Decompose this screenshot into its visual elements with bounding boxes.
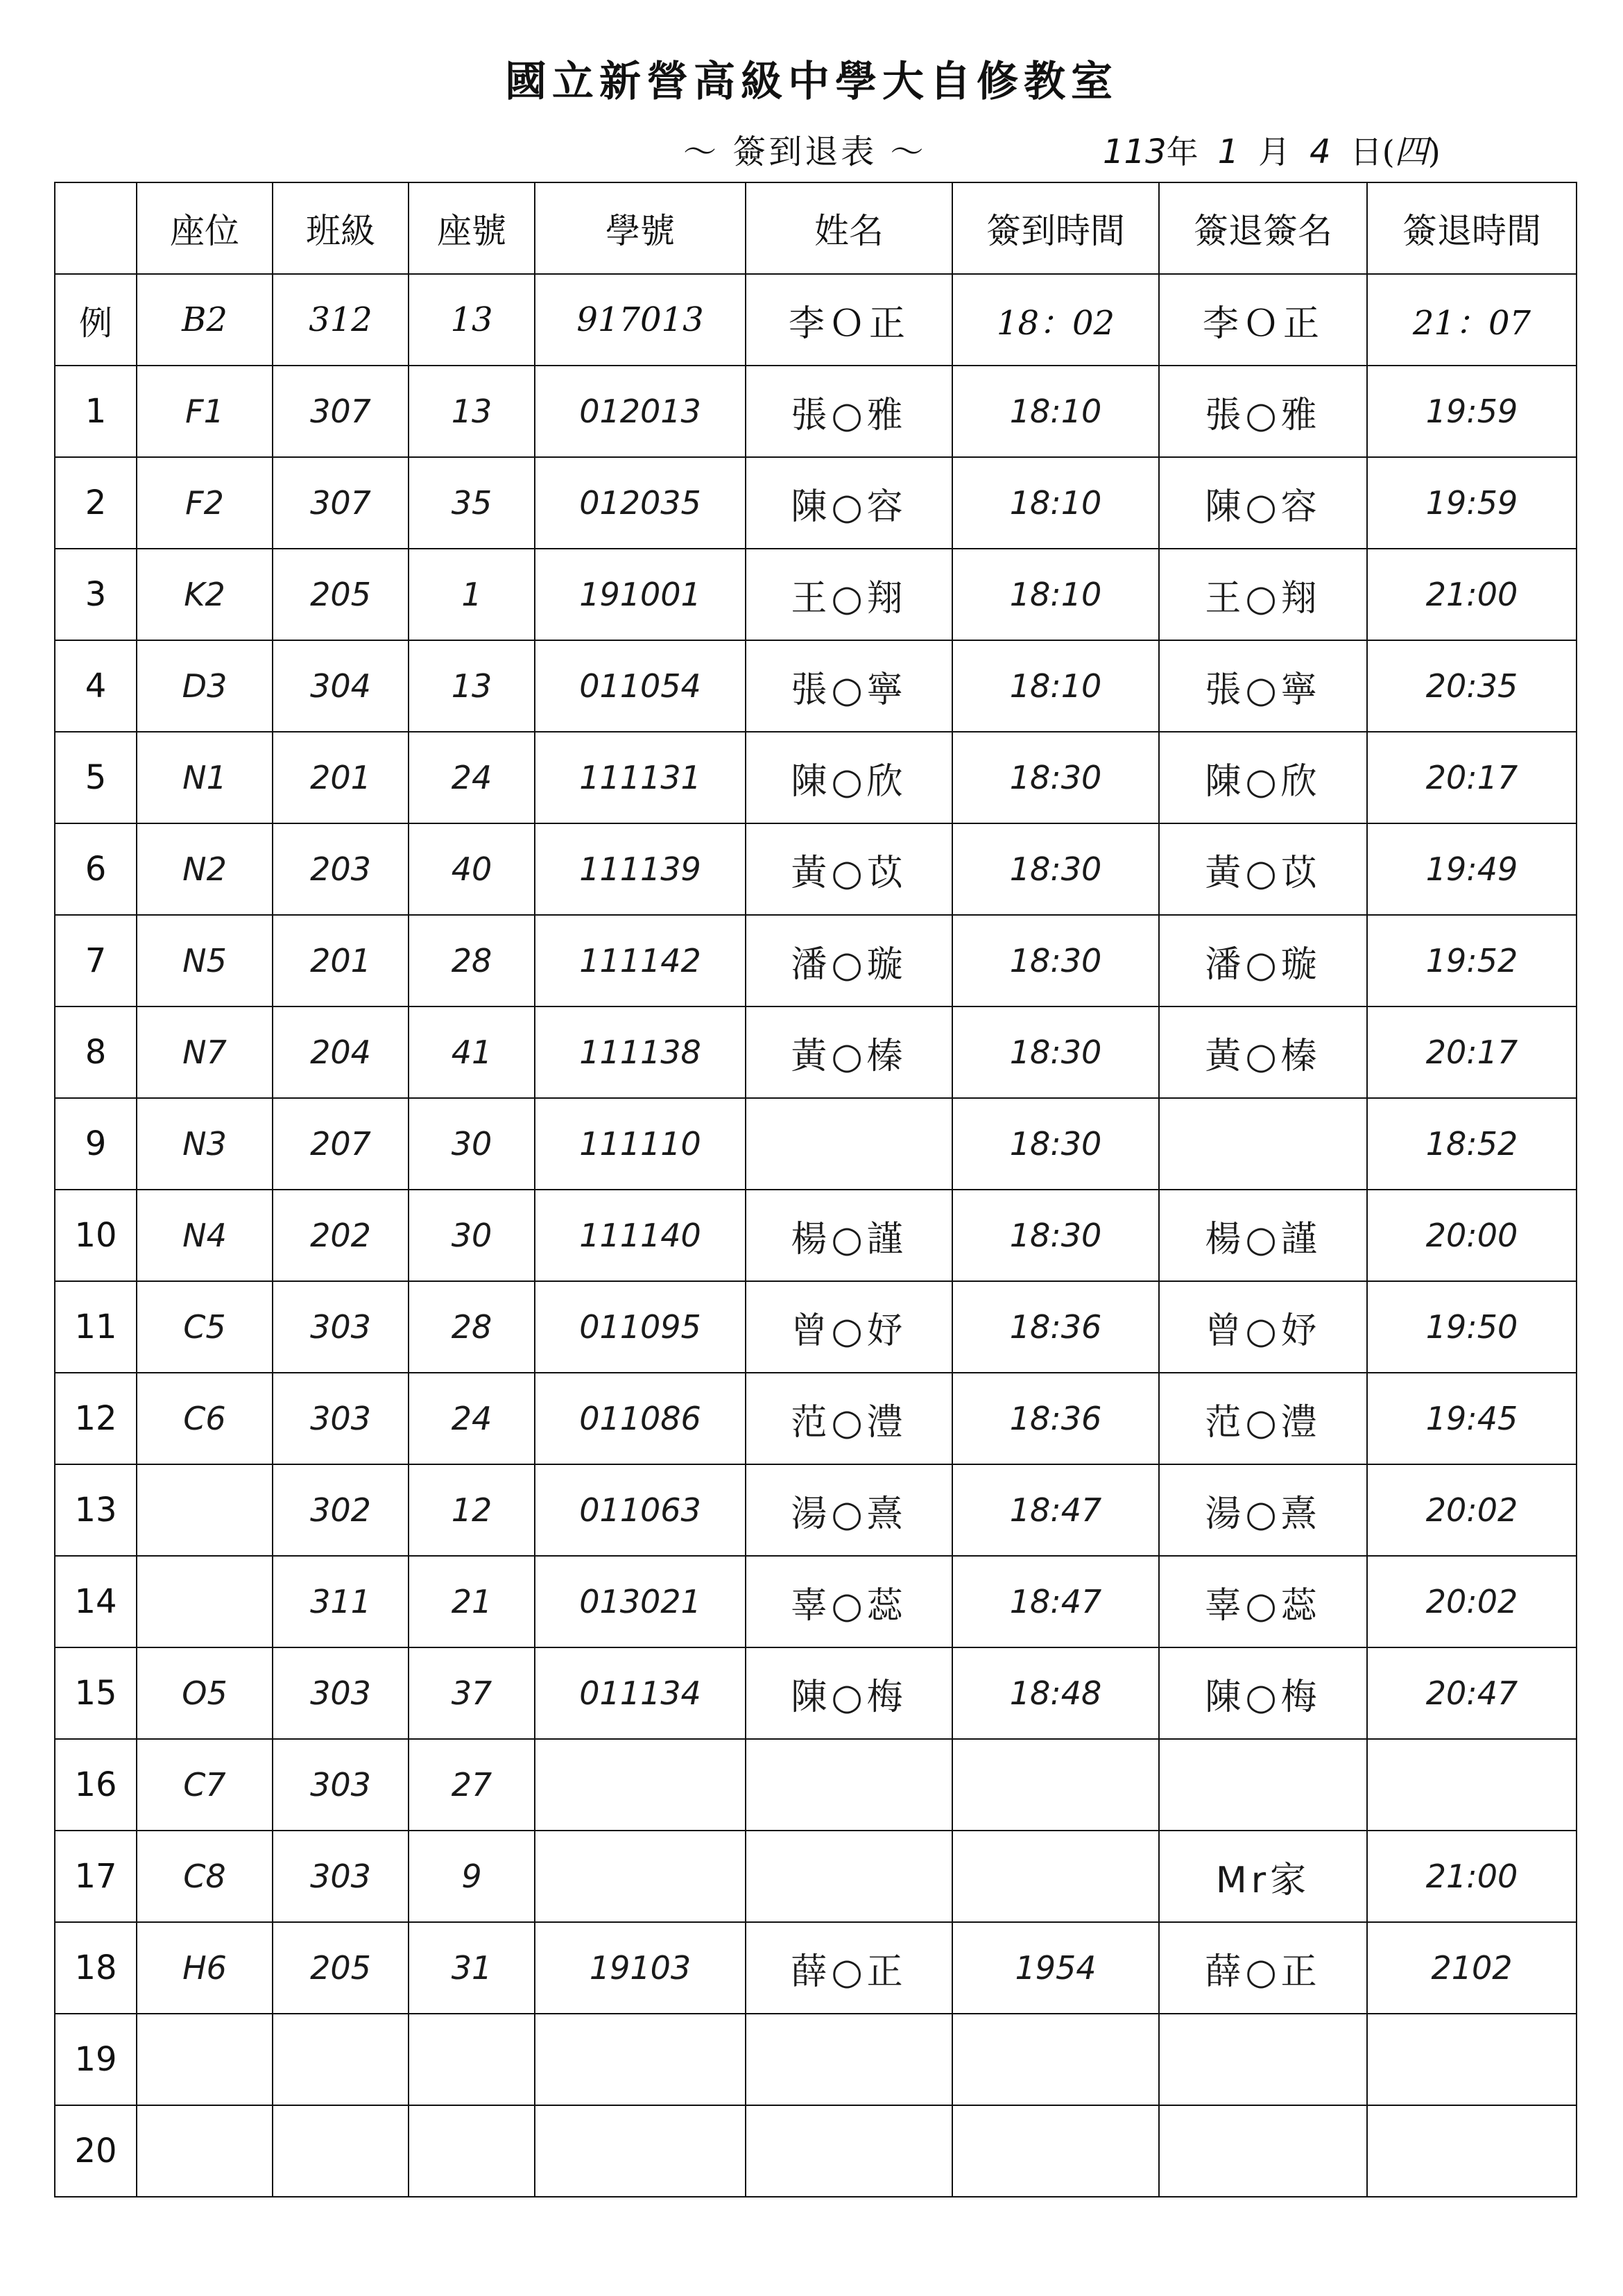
cell-check-out: 19:59 <box>1367 366 1577 457</box>
cell-seat: F1 <box>137 366 273 457</box>
cell-checkout-sign: 曾○妤 <box>1159 1281 1367 1373</box>
row-number: 3 <box>55 549 137 640</box>
table-row <box>55 366 1577 457</box>
cell-check-out <box>1367 2014 1577 2105</box>
cell-check-out: 20:02 <box>1367 1556 1577 1647</box>
cell-name <box>746 1831 952 1922</box>
cell-checkout-sign: 張○寧 <box>1159 640 1367 732</box>
header-name: 姓名 <box>746 182 952 274</box>
cell-check-in: 18:30 <box>952 732 1159 823</box>
cell-checkout-sign: 范○澧 <box>1159 1373 1367 1464</box>
row-number: 12 <box>55 1373 137 1464</box>
cell-name: 陳○梅 <box>746 1647 952 1739</box>
example-label: 例 <box>55 274 137 366</box>
cell-seat-no: 13 <box>409 640 535 732</box>
example-name: 李Ｏ正 <box>746 274 952 366</box>
table-row <box>55 1373 1577 1464</box>
cell-check-out: 18:52 <box>1367 1098 1577 1190</box>
cell-student-id: 013021 <box>535 1556 746 1647</box>
date-weekday: 四 <box>1394 132 1428 171</box>
cell-seat: C8 <box>137 1831 273 1922</box>
date-year-unit: 年 <box>1166 133 1199 171</box>
cell-seat-no: 9 <box>409 1831 535 1922</box>
cell-class <box>273 2014 409 2105</box>
cell-check-in: 18:10 <box>952 366 1159 457</box>
row-number: 2 <box>55 457 137 549</box>
cell-seat-no: 27 <box>409 1739 535 1831</box>
cell-seat <box>137 1556 273 1647</box>
cell-check-in: 18:30 <box>952 915 1159 1006</box>
cell-check-in: 18:30 <box>952 1006 1159 1098</box>
cell-checkout-sign: 薛○正 <box>1159 1922 1367 2014</box>
cell-student-id <box>535 2014 746 2105</box>
cell-student-id: 111142 <box>535 915 746 1006</box>
cell-checkout-sign: 黃○榛 <box>1159 1006 1367 1098</box>
header-check-in: 簽到時間 <box>952 182 1159 274</box>
cell-seat: H6 <box>137 1922 273 2014</box>
cell-class: 205 <box>273 549 409 640</box>
header-student-id: 學號 <box>535 182 746 274</box>
row-number: 14 <box>55 1556 137 1647</box>
date-month: 1 <box>1217 132 1239 171</box>
cell-name: 張○雅 <box>746 366 952 457</box>
cell-seat-no: 1 <box>409 549 535 640</box>
cell-check-out: 19:50 <box>1367 1281 1577 1373</box>
cell-class: 303 <box>273 1831 409 1922</box>
row-number: 20 <box>55 2105 137 2197</box>
cell-check-out: 20:02 <box>1367 1464 1577 1556</box>
table-row <box>55 1831 1577 1922</box>
cell-check-out: 21:00 <box>1367 1831 1577 1922</box>
cell-check-out: 19:49 <box>1367 823 1577 915</box>
cell-name <box>746 2014 952 2105</box>
cell-check-out <box>1367 1739 1577 1831</box>
cell-student-id: 191001 <box>535 549 746 640</box>
cell-seat-no: 28 <box>409 915 535 1006</box>
cell-seat: N4 <box>137 1190 273 1281</box>
cell-check-in: 18:47 <box>952 1464 1159 1556</box>
cell-class: 303 <box>273 1739 409 1831</box>
cell-student-id <box>535 1831 746 1922</box>
cell-class: 203 <box>273 823 409 915</box>
cell-check-in <box>952 2105 1159 2197</box>
header-class: 班級 <box>273 182 409 274</box>
sign-in-table <box>54 182 1577 2198</box>
example-student-id: 917013 <box>535 274 746 366</box>
cell-check-in: 18:30 <box>952 1098 1159 1190</box>
row-number: 7 <box>55 915 137 1006</box>
cell-check-out: 19:59 <box>1367 457 1577 549</box>
header-checkout-sign: 簽退簽名 <box>1159 182 1367 274</box>
cell-name: 楊○謹 <box>746 1190 952 1281</box>
cell-check-out: 20:17 <box>1367 732 1577 823</box>
header-corner <box>55 182 137 274</box>
table-row <box>55 2014 1577 2105</box>
cell-seat-no: 30 <box>409 1190 535 1281</box>
cell-name <box>746 2105 952 2197</box>
cell-seat: D3 <box>137 640 273 732</box>
cell-class: 302 <box>273 1464 409 1556</box>
cell-student-id <box>535 1739 746 1831</box>
cell-student-id: 011063 <box>535 1464 746 1556</box>
cell-name <box>746 1739 952 1831</box>
example-check-in: 18：02 <box>952 274 1159 366</box>
cell-check-in: 18:47 <box>952 1556 1159 1647</box>
cell-seat: N2 <box>137 823 273 915</box>
cell-seat-no: 41 <box>409 1006 535 1098</box>
cell-check-in: 18:36 <box>952 1281 1159 1373</box>
cell-class: 304 <box>273 640 409 732</box>
cell-check-in: 18:10 <box>952 457 1159 549</box>
cell-seat <box>137 2105 273 2197</box>
cell-check-in <box>952 2014 1159 2105</box>
cell-name: 曾○妤 <box>746 1281 952 1373</box>
table-row <box>55 915 1577 1006</box>
cell-seat-no: 24 <box>409 732 535 823</box>
date-month-unit: 月 <box>1258 133 1291 171</box>
row-number: 19 <box>55 2014 137 2105</box>
cell-checkout-sign <box>1159 1739 1367 1831</box>
row-number: 16 <box>55 1739 137 1831</box>
cell-seat-no <box>409 2014 535 2105</box>
date-day-unit: 日 <box>1350 133 1382 171</box>
cell-check-out: 19:52 <box>1367 915 1577 1006</box>
cell-checkout-sign <box>1159 2014 1367 2105</box>
cell-checkout-sign: 湯○熹 <box>1159 1464 1367 1556</box>
cell-check-in <box>952 1739 1159 1831</box>
cell-class: 201 <box>273 732 409 823</box>
cell-name: 張○寧 <box>746 640 952 732</box>
cell-check-out: 20:17 <box>1367 1006 1577 1098</box>
row-number: 6 <box>55 823 137 915</box>
cell-seat: F2 <box>137 457 273 549</box>
cell-check-out: 20:00 <box>1367 1190 1577 1281</box>
example-seat-no: 13 <box>409 274 535 366</box>
cell-student-id <box>535 2105 746 2197</box>
cell-seat-no: 21 <box>409 1556 535 1647</box>
example-check-out: 21：07 <box>1367 274 1577 366</box>
cell-seat: C6 <box>137 1373 273 1464</box>
row-number: 8 <box>55 1006 137 1098</box>
cell-class <box>273 2105 409 2197</box>
cell-seat-no: 24 <box>409 1373 535 1464</box>
cell-student-id: 19103 <box>535 1922 746 2014</box>
cell-seat-no: 37 <box>409 1647 535 1739</box>
cell-class: 201 <box>273 915 409 1006</box>
row-number: 4 <box>55 640 137 732</box>
date-year: 113 <box>1103 132 1167 171</box>
row-number: 10 <box>55 1190 137 1281</box>
cell-check-out: 20:35 <box>1367 640 1577 732</box>
example-checkout-sign: 李Ｏ正 <box>1159 274 1367 366</box>
row-number: 13 <box>55 1464 137 1556</box>
cell-seat-no: 12 <box>409 1464 535 1556</box>
cell-seat-no: 40 <box>409 823 535 915</box>
cell-class: 307 <box>273 457 409 549</box>
cell-class: 202 <box>273 1190 409 1281</box>
row-number: 11 <box>55 1281 137 1373</box>
cell-check-in: 18:30 <box>952 823 1159 915</box>
cell-seat: K2 <box>137 549 273 640</box>
form-title: 國立新營高級中學大自修教室 <box>505 58 1118 106</box>
header-seat-no: 座號 <box>409 182 535 274</box>
cell-seat: N3 <box>137 1098 273 1190</box>
cell-seat-no: 30 <box>409 1098 535 1190</box>
cell-check-out: 2102 <box>1367 1922 1577 2014</box>
cell-name: 范○澧 <box>746 1373 952 1464</box>
cell-name: 陳○容 <box>746 457 952 549</box>
cell-checkout-sign: 辜○蕊 <box>1159 1556 1367 1647</box>
example-seat: B2 <box>137 274 273 366</box>
table-row <box>55 732 1577 823</box>
row-number: 15 <box>55 1647 137 1739</box>
cell-name: 陳○欣 <box>746 732 952 823</box>
cell-checkout-sign <box>1159 1098 1367 1190</box>
table-row <box>55 1006 1577 1098</box>
row-number: 1 <box>55 366 137 457</box>
table-row <box>55 1098 1577 1190</box>
cell-class: 303 <box>273 1373 409 1464</box>
cell-student-id: 011054 <box>535 640 746 732</box>
cell-name: 湯○熹 <box>746 1464 952 1556</box>
cell-seat: C5 <box>137 1281 273 1373</box>
cell-class: 303 <box>273 1281 409 1373</box>
header-seat: 座位 <box>137 182 273 274</box>
cell-class: 303 <box>273 1647 409 1739</box>
cell-student-id: 012035 <box>535 457 746 549</box>
table-row <box>55 640 1577 732</box>
row-number: 9 <box>55 1098 137 1190</box>
cell-check-out: 21:00 <box>1367 549 1577 640</box>
cell-name <box>746 1098 952 1190</box>
cell-check-in: 18:36 <box>952 1373 1159 1464</box>
table-row <box>55 1281 1577 1373</box>
cell-seat-no: 35 <box>409 457 535 549</box>
cell-student-id: 012013 <box>535 366 746 457</box>
cell-student-id: 011095 <box>535 1281 746 1373</box>
cell-class: 307 <box>273 366 409 457</box>
cell-checkout-sign: Mr家 <box>1159 1831 1367 1922</box>
table-row <box>55 1464 1577 1556</box>
cell-seat: O5 <box>137 1647 273 1739</box>
cell-class: 204 <box>273 1006 409 1098</box>
cell-student-id: 111138 <box>535 1006 746 1098</box>
example-class: 312 <box>273 274 409 366</box>
table-row <box>55 1556 1577 1647</box>
cell-checkout-sign: 王○翔 <box>1159 549 1367 640</box>
cell-name: 潘○璇 <box>746 915 952 1006</box>
table-row <box>55 1922 1577 2014</box>
cell-seat-no: 31 <box>409 1922 535 2014</box>
cell-class: 207 <box>273 1098 409 1190</box>
cell-name: 黃○榛 <box>746 1006 952 1098</box>
cell-check-in: 1954 <box>952 1922 1159 2014</box>
row-number: 18 <box>55 1922 137 2014</box>
cell-student-id: 111139 <box>535 823 746 915</box>
cell-seat: C7 <box>137 1739 273 1831</box>
cell-name: 黃○苡 <box>746 823 952 915</box>
cell-checkout-sign: 張○雅 <box>1159 366 1367 457</box>
table-row <box>55 823 1577 915</box>
cell-name: 薛○正 <box>746 1922 952 2014</box>
cell-seat <box>137 1464 273 1556</box>
date-day: 4 <box>1309 132 1331 171</box>
date-weekday-open: ( <box>1382 133 1395 171</box>
example-row <box>55 274 1577 366</box>
cell-check-in: 18:10 <box>952 640 1159 732</box>
cell-checkout-sign: 陳○梅 <box>1159 1647 1367 1739</box>
cell-name: 辜○蕊 <box>746 1556 952 1647</box>
cell-seat: N1 <box>137 732 273 823</box>
cell-seat-no <box>409 2105 535 2197</box>
cell-seat <box>137 2014 273 2105</box>
cell-checkout-sign <box>1159 2105 1367 2197</box>
cell-seat: N5 <box>137 915 273 1006</box>
cell-check-in <box>952 1831 1159 1922</box>
date-line <box>1103 125 1441 173</box>
cell-name: 王○翔 <box>746 549 952 640</box>
cell-checkout-sign: 楊○謹 <box>1159 1190 1367 1281</box>
header-check-out: 簽退時間 <box>1367 182 1577 274</box>
cell-student-id: 011134 <box>535 1647 746 1739</box>
cell-student-id: 111110 <box>535 1098 746 1190</box>
table-row <box>55 549 1577 640</box>
cell-student-id: 011086 <box>535 1373 746 1464</box>
cell-check-in: 18:10 <box>952 549 1159 640</box>
cell-checkout-sign: 陳○欣 <box>1159 732 1367 823</box>
cell-class: 205 <box>273 1922 409 2014</box>
cell-checkout-sign: 陳○容 <box>1159 457 1367 549</box>
row-number: 17 <box>55 1831 137 1922</box>
cell-class: 311 <box>273 1556 409 1647</box>
cell-checkout-sign: 潘○璇 <box>1159 915 1367 1006</box>
cell-check-in: 18:48 <box>952 1647 1159 1739</box>
cell-check-out: 19:45 <box>1367 1373 1577 1464</box>
cell-checkout-sign: 黃○苡 <box>1159 823 1367 915</box>
cell-check-out <box>1367 2105 1577 2197</box>
table-row <box>55 1647 1577 1739</box>
date-weekday-close: ) <box>1427 133 1441 171</box>
table-row <box>55 457 1577 549</box>
cell-check-out: 20:47 <box>1367 1647 1577 1739</box>
row-number: 5 <box>55 732 137 823</box>
cell-seat-no: 28 <box>409 1281 535 1373</box>
form-subtitle: 〜 簽到退表 〜 <box>683 132 927 171</box>
cell-student-id: 111140 <box>535 1190 746 1281</box>
cell-seat: N7 <box>137 1006 273 1098</box>
table-row <box>55 2105 1577 2197</box>
cell-check-in: 18:30 <box>952 1190 1159 1281</box>
cell-seat-no: 13 <box>409 366 535 457</box>
table-row <box>55 1739 1577 1831</box>
table-row <box>55 1190 1577 1281</box>
cell-student-id: 111131 <box>535 732 746 823</box>
header-row <box>55 182 1577 274</box>
